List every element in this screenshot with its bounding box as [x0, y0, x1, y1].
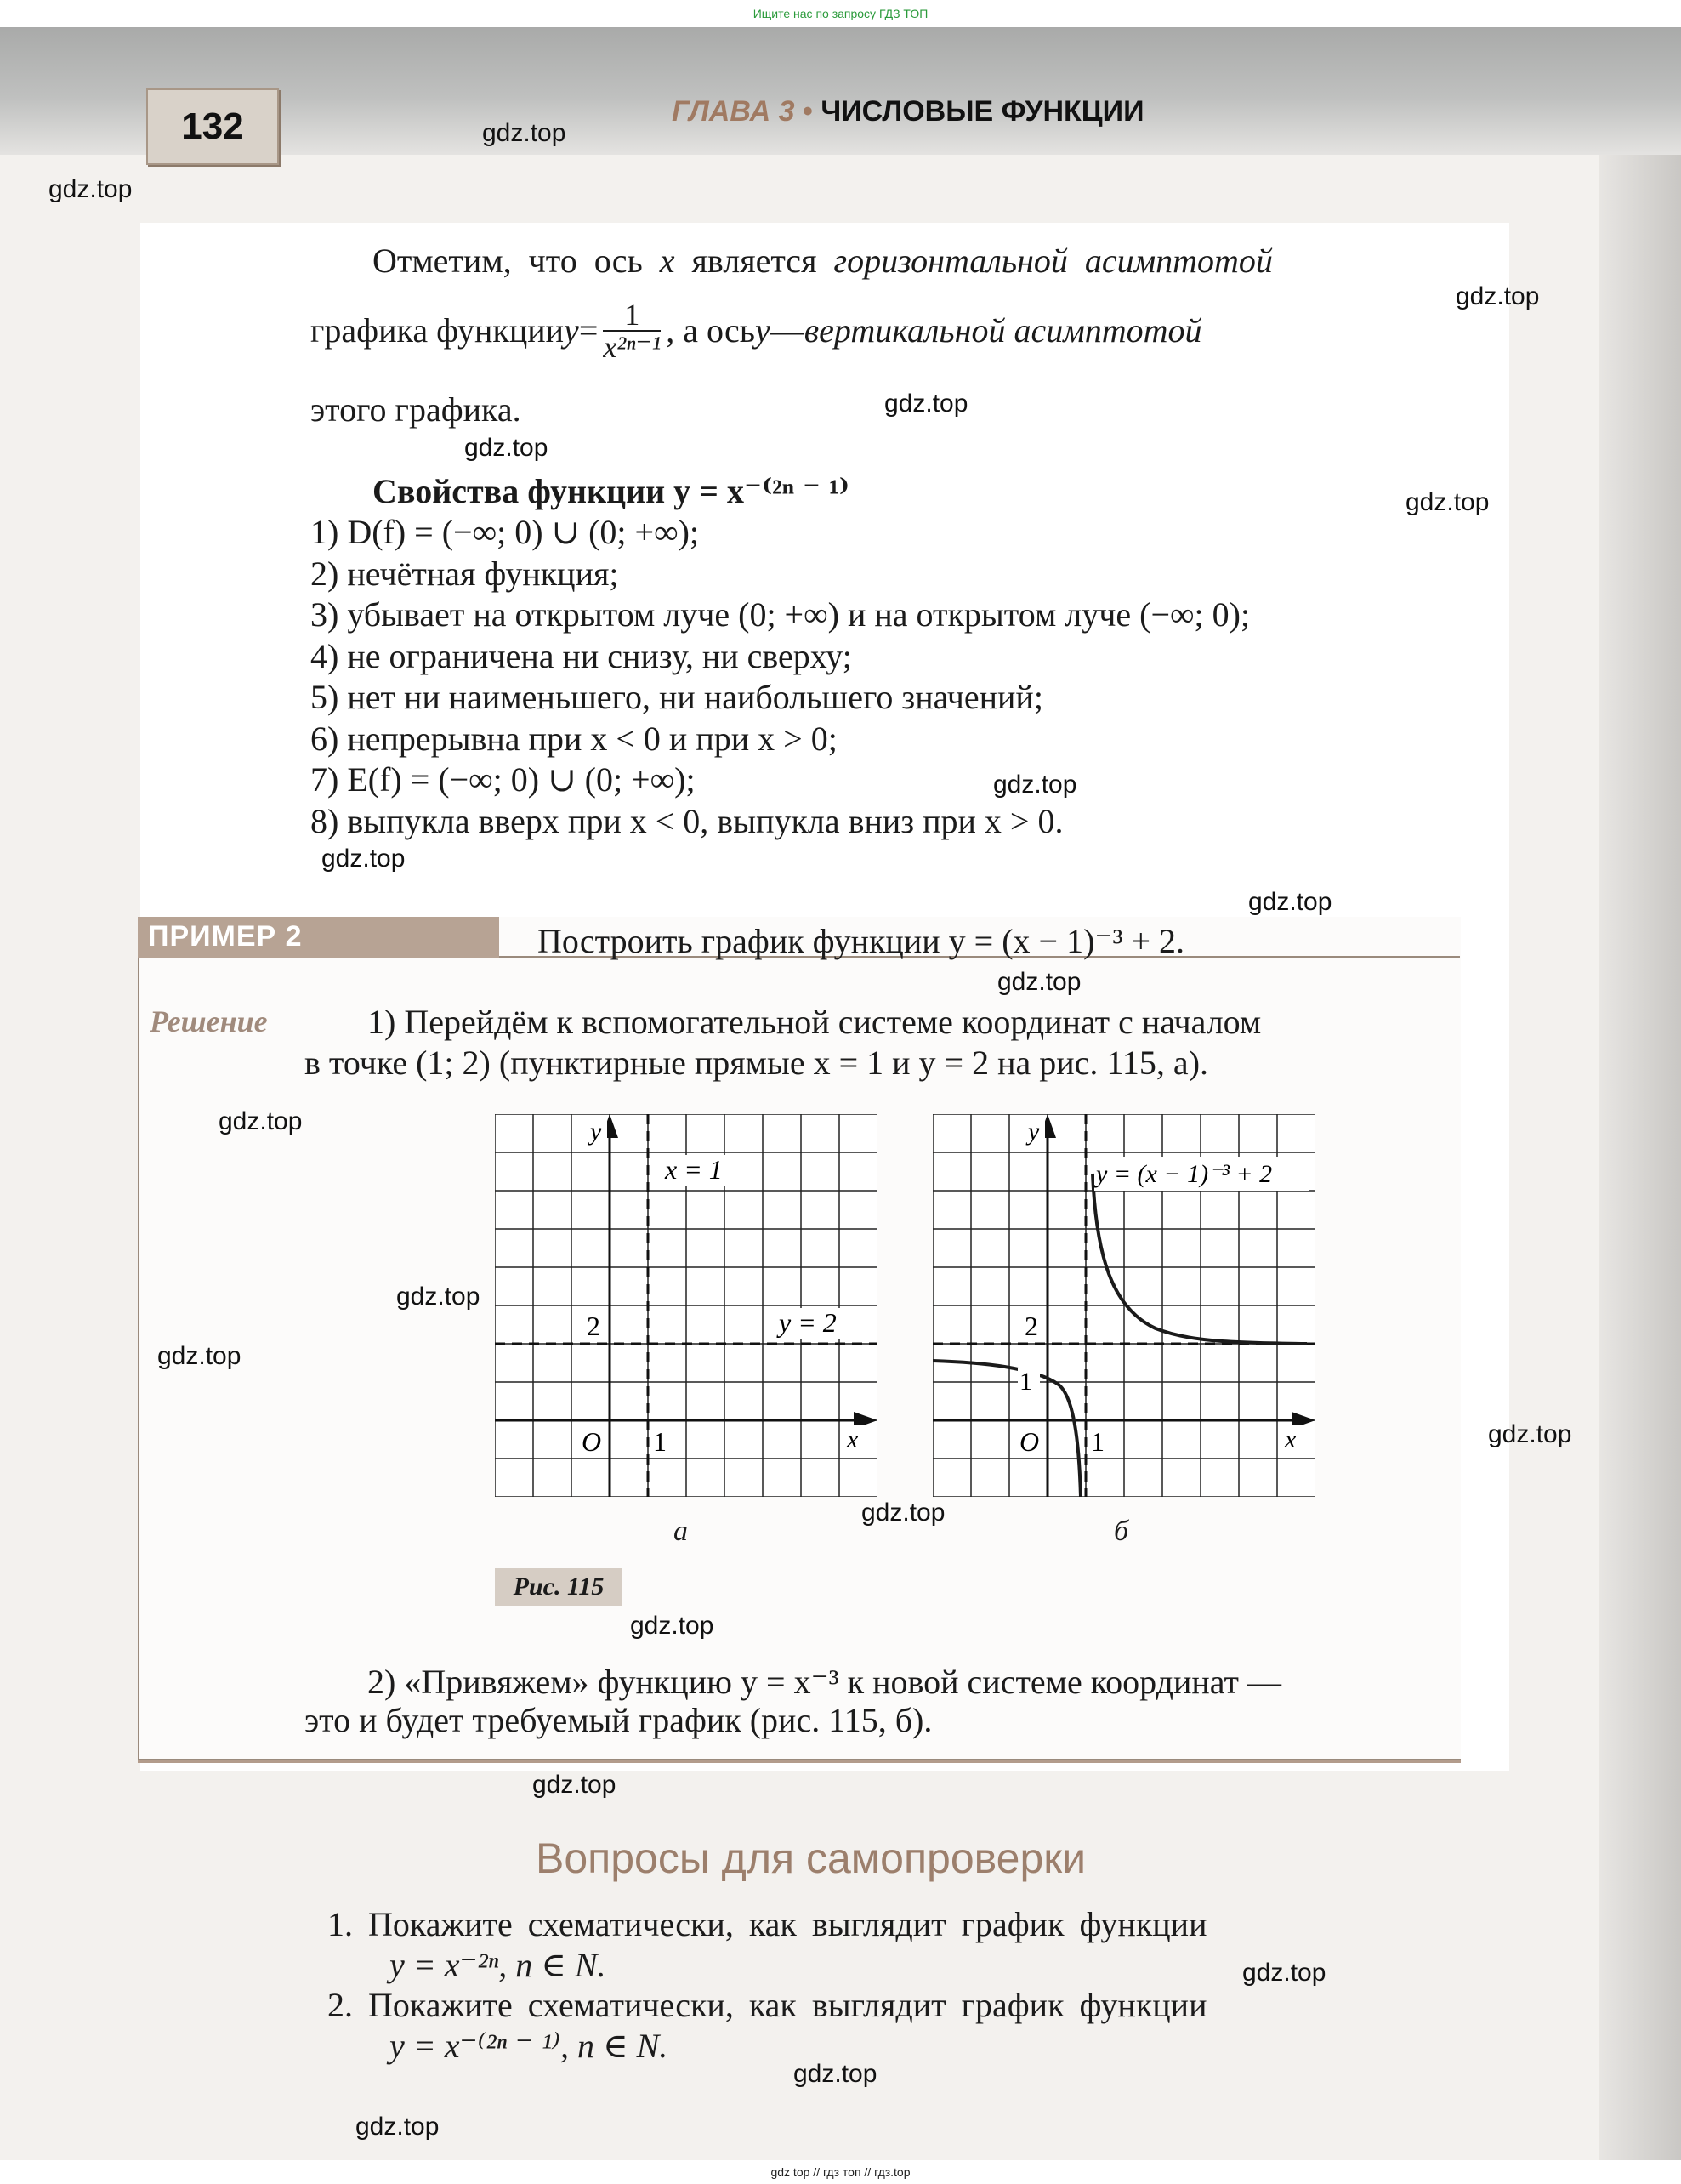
watermark: gdz.top [1456, 282, 1540, 310]
properties-title: Свойства функции y = x⁻⁽²ⁿ ⁻ ¹⁾ [372, 472, 849, 510]
page-edge-shadow [1599, 27, 1681, 2160]
property-item: 2) нечётная функция; [310, 555, 619, 593]
question-1-line-1: 1. Покажите схематически, как выглядит график функции [327, 1905, 1207, 1943]
step1-line-1: 1) Перейдём к вспомогательной системе координат с началом [367, 1003, 1262, 1041]
top-banner: Ищите нас по запросу ГДЗ ТОП [0, 0, 1681, 27]
tick-y-1: 1 [1019, 1368, 1032, 1396]
watermark: gdz.top [630, 1612, 714, 1640]
watermark: gdz.top [532, 1771, 616, 1799]
solution-label: Решение [150, 1004, 268, 1038]
bottom-banner: gdz top // гдз топ // гдз.top [0, 2160, 1681, 2184]
watermark: gdz.top [993, 771, 1077, 799]
property-item: 5) нет ни наименьшего, ни наибольшего значений; [310, 678, 1043, 716]
tick-x-1: 1 [1091, 1426, 1105, 1457]
watermark: gdz.top [1242, 1959, 1326, 1987]
y-axis-label: y [590, 1118, 602, 1146]
watermark: gdz.top [482, 119, 566, 147]
property-item: 6) непрерывна при x < 0 и при x > 0; [310, 719, 838, 758]
property-item: 3) убывает на открытом луче (0; +∞) и на открытом луче (−∞; 0); [310, 595, 1251, 634]
graph-b [933, 1114, 1315, 1497]
intro-line-3: этого графика. [310, 390, 521, 429]
origin-label: O [1019, 1426, 1040, 1457]
figure-caption: Рис. 115 [495, 1568, 622, 1606]
property-item: 4) не ограничена ни снизу, ни сверху; [310, 637, 852, 675]
chapter-title: ЧИСЛОВЫЕ ФУНКЦИИ [821, 95, 1144, 128]
question-1-line-2: y = x⁻²ⁿ, n ∈ N. [389, 1946, 606, 1984]
step1-line-2: в точке (1; 2) (пунктирные прямые x = 1 и y = 2 на рис. 115, а). [304, 1044, 1209, 1082]
watermark: gdz.top [861, 1499, 946, 1527]
step2-line-2: это и будет требуемый график (рис. 115, б). [304, 1701, 933, 1739]
question-2-line-1: 2. Покажите схематически, как выглядит график функции [327, 1986, 1207, 2024]
fraction: $\frac{1}{\text{x²ⁿ⁻¹}}$ [603, 298, 662, 364]
questions-title: Вопросы для самопроверки [536, 1834, 1087, 1882]
question-2-line-2: y = x⁻⁽²ⁿ ⁻ ¹⁾, n ∈ N. [389, 2027, 668, 2065]
curve-right-branch [1093, 1174, 1307, 1344]
property-item: 8) выпукла вверх при x < 0, выпукла вниз при x > 0. [310, 802, 1064, 840]
watermark: gdz.top [793, 2060, 877, 2088]
watermark: gdz.top [884, 390, 968, 418]
watermark: gdz.top [48, 175, 133, 203]
example-label: ПРИМЕР 2 [148, 920, 303, 953]
watermark: gdz.top [157, 1342, 241, 1370]
watermark: gdz.top [396, 1283, 480, 1311]
graph-b-label: б [1114, 1516, 1129, 1547]
watermark: gdz.top [464, 434, 548, 462]
separator-line [138, 1760, 1461, 1763]
intro-line-2: графика функции y = $\frac{1}{\text{x²ⁿ⁻¹}}$ , а ось y — вертикальной асимптотой [310, 298, 1202, 364]
watermark: gdz.top [355, 2113, 440, 2141]
tick-x-1: 1 [653, 1426, 667, 1457]
watermark: gdz.top [1488, 1420, 1572, 1448]
x-axis-label: x [1285, 1425, 1297, 1453]
function-label: y = (x − 1)⁻³ + 2 [1096, 1160, 1273, 1188]
example-task: Построить график функции y = (x − 1)⁻³ + 2. [537, 922, 1185, 960]
line-x-label: x = 1 [665, 1154, 723, 1185]
origin-label: O [582, 1426, 602, 1457]
step2-line-1: 2) «Привяжем» функцию y = x⁻³ к новой системе координат — [367, 1663, 1281, 1701]
watermark: gdz.top [1406, 488, 1490, 516]
line-y-label: y = 2 [779, 1307, 837, 1338]
chapter-heading [672, 95, 1144, 128]
bullet: • [802, 95, 813, 128]
property-item: 1) D(f) = (−∞; 0) ∪ (0; +∞); [310, 513, 700, 551]
watermark: gdz.top [1248, 888, 1332, 916]
x-axis-label: x [847, 1425, 859, 1453]
curve-left-branch [933, 1361, 1081, 1497]
y-axis-label: y [1028, 1118, 1040, 1146]
graph-a [495, 1114, 877, 1497]
graph-a-label: а [673, 1516, 688, 1547]
intro-line-1: Отметим, что ось x является горизонтальной асимптотой [372, 242, 1273, 280]
watermark: gdz.top [997, 968, 1082, 996]
watermark: gdz.top [219, 1107, 303, 1135]
watermark: gdz.top [321, 845, 406, 873]
tick-y-2: 2 [587, 1311, 600, 1341]
property-item: 7) E(f) = (−∞; 0) ∪ (0; +∞); [310, 760, 696, 799]
tick-y-2: 2 [1025, 1311, 1038, 1341]
page-number: 132 [146, 88, 279, 165]
chapter-label: ГЛАВА 3 [672, 95, 795, 128]
